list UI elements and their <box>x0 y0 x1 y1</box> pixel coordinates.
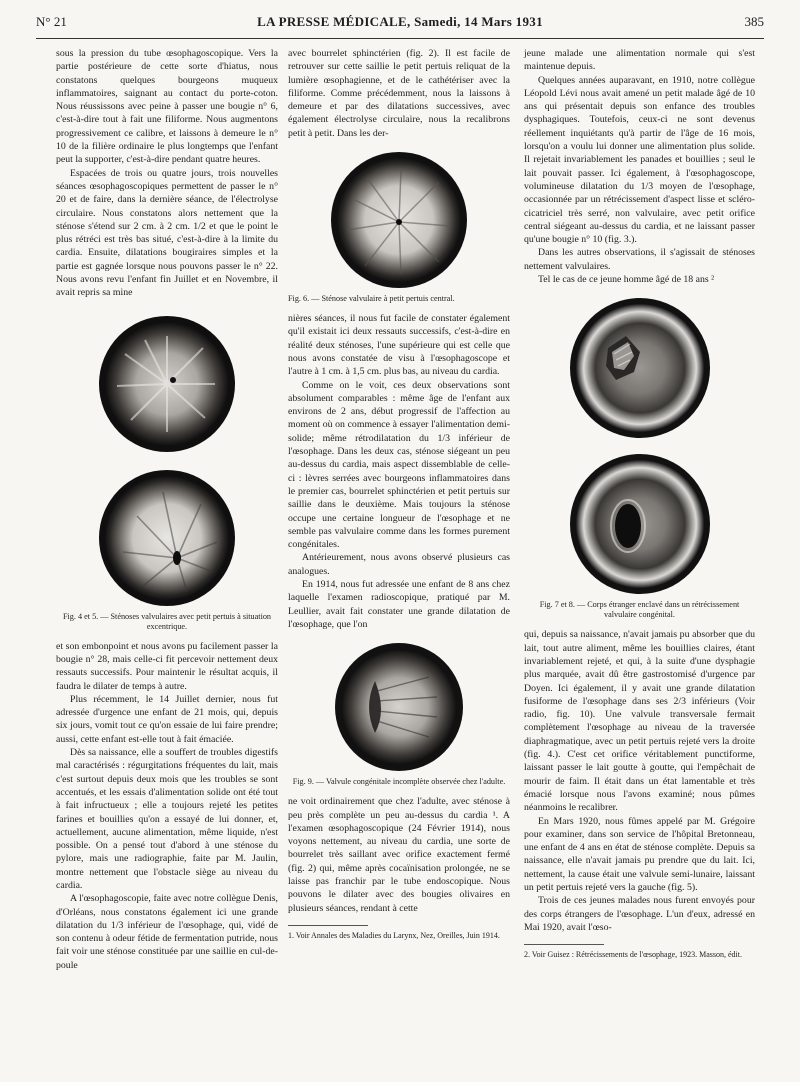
page-number: 385 <box>744 14 764 29</box>
footnote: 2. Voir Guisez : Rétrécissements de l'œsophage, 1923. Masson, édit. <box>524 950 743 960</box>
figure-caption: Fig. 4 et 5. — Sténoses valvulaires avec petit pertuis à situation excentrique. <box>62 611 272 631</box>
paragraph: Comme on le voit, ces deux observations sont absolument comparables : même âge de l'enfant aux environs de 2 ans, début progressif de l'affection au moment où on commence à essayer l'alimentation demi-solide; même rétrodilatation du 1/3 inférieur de l'œsophage. Dans les deux cas, sténose siégeant un peu au-dessus du cardia, mais aspect dissemblable de celle-ci : lèvres serrées avec bourgeons inflammatoires dans le premier cas, bourrelet sphinctérien et petit pertuis sur saillie dans le deuxième. Mais toujours la sténose occupe une certaine longueur de l'œsophage et ne semble pas valvulaire comme dans les formes purement congénitales. <box>288 379 510 551</box>
figure-7-image <box>568 296 712 440</box>
paragraph: Quelques années auparavant, en 1910, notre collègue Léopold Lévi nous avait amené un petit malade âgé de 10 ans qui présentait depuis son enfance des troubles dysphagiques. Toutefois, ceux-ci ne sont devenus réellement inquiétants qu'à partir de l'âge de 16 mois, lorsqu'on a voulu lui donner une alimentation plus solide. Il rejetait invariablement les panades et bouillies ; seul le lait pouvait passer. Ici également, à l'œsophagoscope, volumineuse dilatation du 1/3 moyen de l'œsophage, occasionnée par un rétrécissement d'aspect lisse et scléro-cicatriciel très serré, non valvulaire, avec petit orifice central siégeant au-dessus du cardia, et ne laissant passer qu'une bougie n° 10 (fig. 3.). <box>524 74 755 246</box>
figure-6 <box>288 150 510 304</box>
footnote-rule <box>524 944 604 945</box>
paragraph: avec bourrelet sphinctérien (fig. 2). Il est facile de retrouver sur cette saillie le petit pertuis reliquat de la lumière œsophagienne, et de le cathétériser avec la filiforme. Comme précédemment, nous la laissons à demeure et par des dilatations successives, avec également électrolyse circulaire, nous la recalibrons petit à petit. Dans les der- <box>288 48 510 139</box>
column-3 <box>524 47 755 960</box>
column-2 <box>288 47 510 941</box>
figure-9 <box>288 641 510 787</box>
footnote: 1. Voir Annales des Maladies du Larynx, Nez, Oreilles, Juin 1914. <box>288 930 500 940</box>
paragraph: Dans les autres observations, il s'agissait de sténoses nettement valvulaires. <box>524 247 755 272</box>
paragraph: ne voit ordinairement que chez l'adulte, avec sténose à peu près complète un peu au-dessus du cardia ¹. A l'examen œsophagoscopique (24 Février 1914), nous voyons nettement, au niveau du cardia, une sorte de bourrelet très saillant avec orifice exactement fermé (fig. 2) qui, même après cocaïnisation prolongée, ne se laisse pas franchir par le tube endoscopique. Nous pouvons le dilater avec des bougies olivaires en plusieurs séances, rendant à cette <box>288 796 510 914</box>
paragraph: Espacées de trois ou quatre jours, trois nouvelles séances œsophagoscopiques permettent de passer le n° 20 et de faire, dans la dernière séance, de l'électrolyse circulaire. Nous constatons alors nettement que la sténose s'étend sur 2 cm. à 2 cm. 1/2 et que le point le plus rétréci est très bas situé, c'est-à-dire à la limite du cardia. Ensuite, dilatations bougiraires simples et la partie est gagnée lorsque nous pouvons passer le n° 22. Nous avons revu l'enfant fin Juillet et en Novembre, il avait repris sa mine <box>56 167 278 299</box>
page-header <box>36 14 764 34</box>
paragraph: En Mars 1920, nous fûmes appelé par M. Grégoire pour examiner, dans son service de l'hôpital Bretonneau, une enfant de 4 ans en état de sténose complète. Depuis sa naissance, elle n'avait jamais pu prendre que du lait. Ici, nettement, la cause était une valvule semi-lunaire, laissant un petit pertuis rejeté vers la gauche (fig. 5). <box>524 815 755 893</box>
paragraph: Trois de ces jeunes malades nous furent envoyés pour des corps étrangers de l'œsophage. L'un d'eux, adressé en Mai 1920, avait l'œso- <box>524 895 755 933</box>
paragraph: A l'œsophagoscopie, faite avec notre collègue Denis, d'Orléans, nous constatons également ici une grande dilatation du 1/3 inférieur de l'œsophage, qui, vidé de son contenu à odeur fétide de fermentation putride, nous fait voir une sténose constituée par une saillie en cul-de-poule <box>56 893 278 971</box>
column-1 <box>56 47 278 972</box>
paragraph: nières séances, il nous fut facile de constater également qu'il existait ici deux ressauts successifs, c'est-à-dire en réalité deux sténoses, l'une supérieure qui est celle que nous avons constatée de visu à l'œsophagoscope et l'autre à 1 cm. à 1,5 cm. plus bas, au niveau du cardia. <box>288 313 510 378</box>
figure-4-image <box>97 314 237 454</box>
figure-caption: Fig. 6. — Sténose valvulaire à petit pertuis central. <box>288 294 455 304</box>
figure-5-image <box>97 468 237 608</box>
paragraph: Dès sa naissance, elle a souffert de troubles digestifs mal caractérisés : régurgitations fréquentes du lait, mais c'est surtout depuis deux mois que les troubles se sont accentués, et les essais d'alimentation solide ont été tout à fait infructueux ; elle a toujours rejeté les petites farines et bouillies qu'on a essayé de lui donner, et, actuellement, aucune alimentation, même liquide, n'est possible. On a pensé tout d'abord à une sténose du pylore, mais une radiographie, faite par M. Jaulin, montre nettement que l'obstacle siège au niveau du cardia. <box>56 747 278 891</box>
paragraph: En 1914, nous fut adressée une enfant de 8 ans chez laquelle l'examen radioscopique, pratiqué par M. Leullier, avait fait constater une grande dilatation de l'œsophage, que l'on <box>288 579 510 630</box>
figure-8-image <box>568 452 712 596</box>
paragraph: Antérieurement, nous avons observé plusieurs cas analogues. <box>288 552 510 577</box>
figure-4-5 <box>56 314 278 632</box>
figure-caption: Fig. 7 et 8. — Corps étranger enclavé dans un rétrécissement valvulaire congénital. <box>539 600 740 620</box>
issue-number: N° 21 <box>36 14 67 29</box>
footnote-rule <box>288 925 368 926</box>
figure-9-image <box>333 641 465 773</box>
figure-caption: Fig. 9. — Valvule congénitale incomplète observée chez l'adulte. <box>292 777 506 787</box>
paragraph: qui, depuis sa naissance, n'avait jamais pu absorber que du lait, tout autre aliment, même les bouillies claires, étant invariablement rejeté, et qui, à la suite d'une dysphagie plus marquée, avait dû être gastrostomisé d'urgence par Doyen. Ici également, il y avait une grande dilatation fusiforme de l'œsophage dans ses 2/3 inférieurs (Voir radio, fig. 10). Une valvule transversale fermait complètement l'œsophage au niveau de la traversée diaphragmatique, avec un petit pertuis rejeté vers la droite (fig. 4.). C'est cet orifice véritablement punctiforme, laissant passer le lait goutte à goutte, qui l'empêchait de mourir de faim. Il était dans un état lamentable et très émacié lorsque nous l'avons examiné; nous pûmes néanmoins le recalibrer. <box>524 629 755 814</box>
paragraph: sous la pression du tube œsophagoscopique. Vers la partie postérieure de cette sorte d'hiatus, nous constatons quelques bourgeons muqueux inflammatoires, saignant au contact du porte-coton. Nous réussissons avec peine à passer une bougie n° 6, c'est-à-dire tout à fait une filiforme. Nous augmentons progressivement ce calibre, et laissons à demeure le n° 10 de la filière ordinaire le plus longtemps que l'enfant peut la supporter, c'est-à-dire pendant quatre heures. <box>56 48 278 166</box>
journal-title: LA PRESSE MÉDICALE, Samedi, 14 Mars 1931 <box>257 14 543 29</box>
paragraph: jeune malade une alimentation normale qui s'est maintenue depuis. <box>524 48 755 73</box>
figure-6-image <box>329 150 469 290</box>
paragraph: Plus récemment, le 14 Juillet dernier, nous fut adressée d'urgence une enfant de 21 mois, qui, depuis six jours, vomit tout ce qu'on essaie de lui faire prendre; aussi, cette enfant est-elle tout à fait émaciée. <box>56 693 278 745</box>
paragraph: Tel le cas de ce jeune homme âgé de 18 ans ² <box>538 274 715 286</box>
paragraph: et son embonpoint et nous avons pu facilement passer la bougie n° 28, mais celle-ci fit percevoir nettement deux ressauts successifs. Pour maintenir le résultat acquis, il faudra le dilater de temps à autre. <box>56 640 278 692</box>
figure-7-8 <box>524 296 755 620</box>
header-rule <box>36 38 764 39</box>
